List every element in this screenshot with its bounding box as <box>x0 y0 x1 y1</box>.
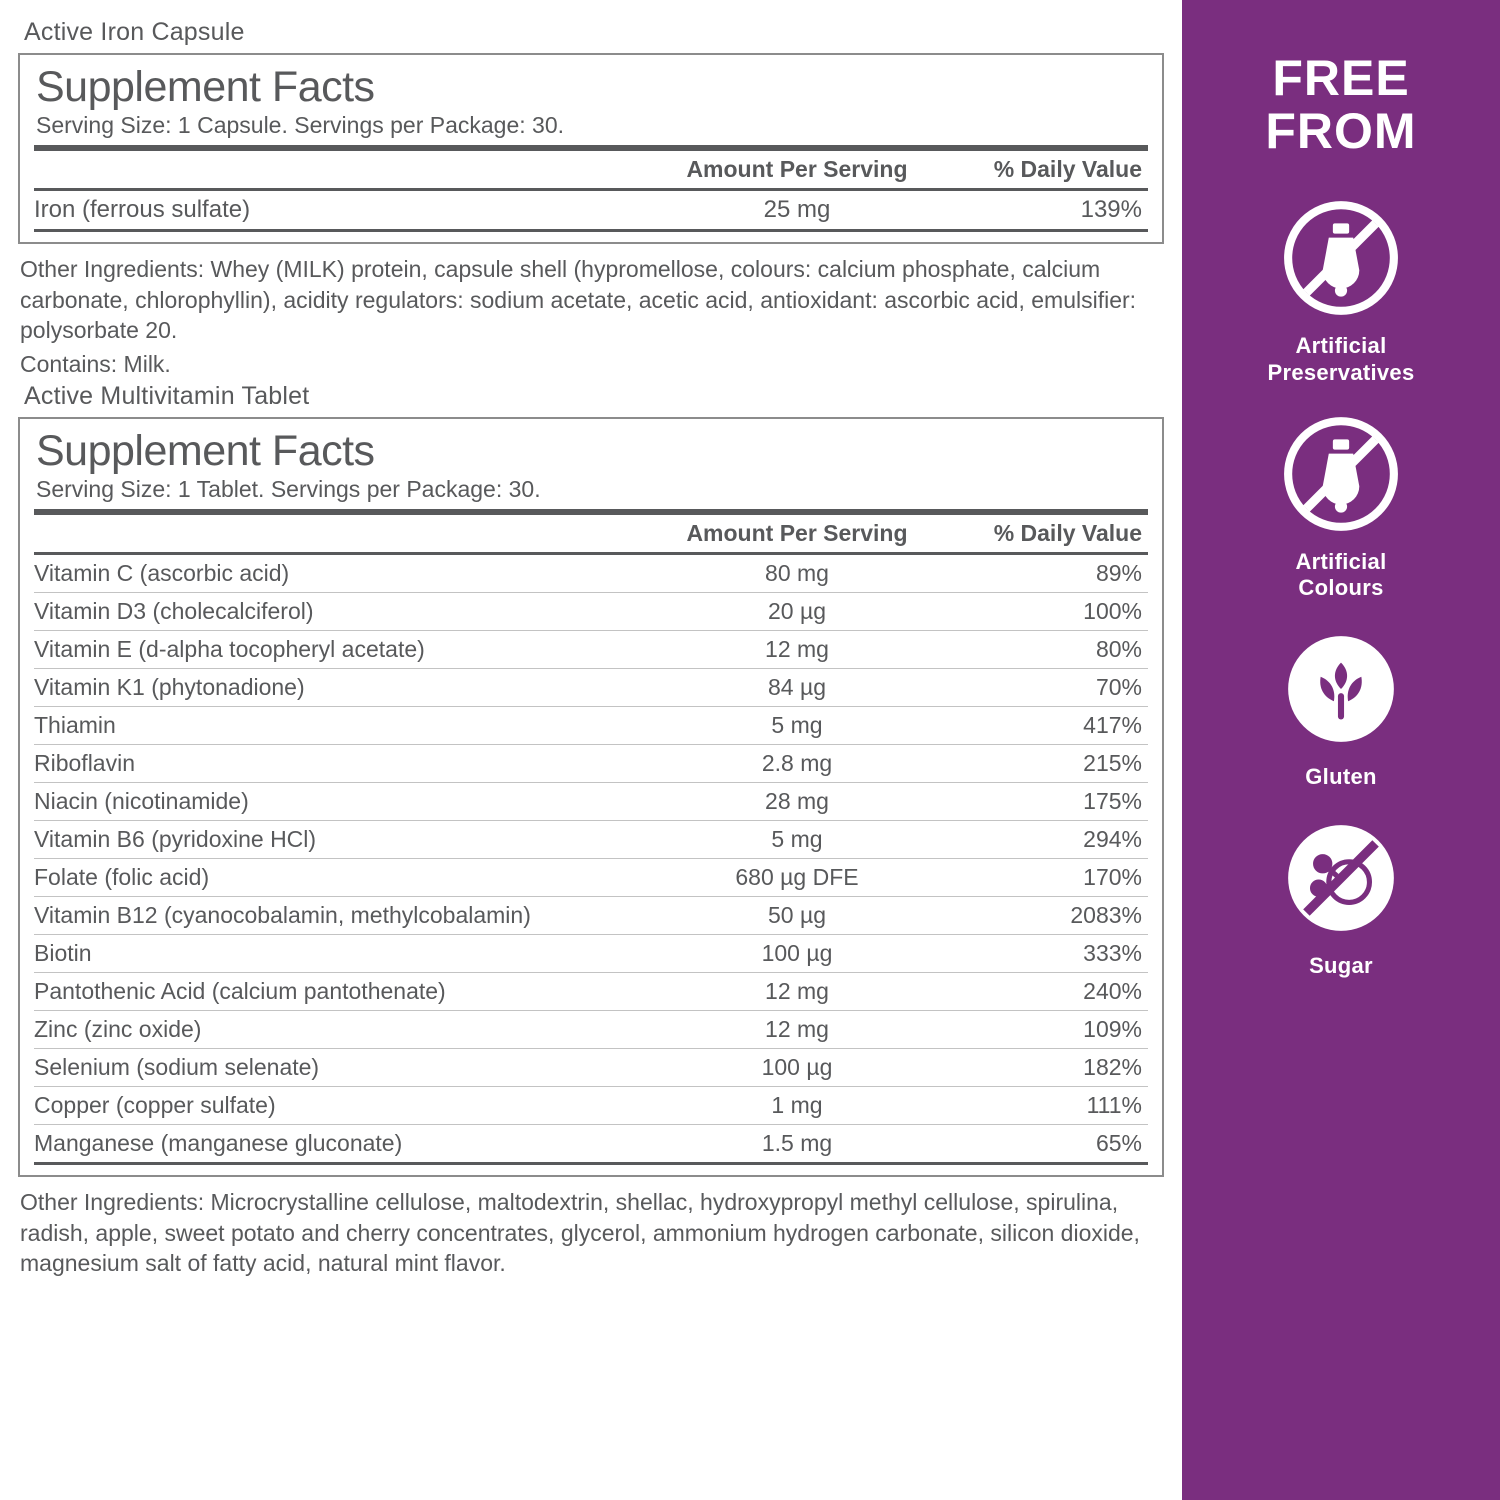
divider-medium-mv-bottom <box>34 1162 1148 1165</box>
badge-label-line1: Artificial <box>1295 333 1387 358</box>
facts-table-iron <box>34 151 1148 188</box>
nutrient-name: Pantothenic Acid (calcium pantothenate) <box>34 973 652 1011</box>
free-from-panel <box>1182 0 1500 1500</box>
badge-artificial-colours <box>1182 413 1500 603</box>
nutrient-name: Iron (ferrous sulfate) <box>34 196 251 224</box>
badge-label-artificial-colours <box>1182 549 1500 603</box>
nutrient-amount: 5 mg <box>652 821 942 859</box>
nutrient-daily-value: 139% <box>1080 196 1142 224</box>
nutrient-daily-value: 100% <box>942 593 1148 631</box>
nutrient-name: Vitamin E (d-alpha tocopheryl acetate) <box>34 631 652 669</box>
table-row <box>34 1011 1148 1049</box>
nutrient-amount: 1 mg <box>652 1087 942 1125</box>
table-row <box>34 1087 1148 1125</box>
column-header-daily-value: % Daily Value <box>993 520 1142 547</box>
badge-label-line1: Sugar <box>1309 953 1373 979</box>
badge-label-line1: Artificial <box>1295 548 1387 574</box>
table-row <box>34 669 1148 707</box>
nutrient-amount: 12 mg <box>652 973 942 1011</box>
serving-size-multivitamin: Serving Size: 1 Tablet. Servings per Package: 30. <box>36 476 541 503</box>
nutrient-name: Zinc (zinc oxide) <box>34 1011 652 1049</box>
nutrient-name: Folate (folic acid) <box>34 859 652 897</box>
nutrient-amount: 2.8 mg <box>652 745 942 783</box>
nutrient-daily-value: 240% <box>942 973 1148 1011</box>
nutrient-daily-value: 89% <box>1095 560 1142 587</box>
nutrient-daily-value: 417% <box>942 707 1148 745</box>
nutrient-amount: 20 µg <box>652 593 942 631</box>
facts-table-multivitamin-body <box>34 555 1148 1162</box>
table-row <box>34 631 1148 669</box>
product-title-iron: Active Iron Capsule <box>24 18 245 46</box>
nutrient-name: Manganese (manganese gluconate) <box>34 1125 652 1163</box>
serving-size-iron: Serving Size: 1 Capsule. Servings per Package: 30. <box>36 112 565 139</box>
nutrient-daily-value: 215% <box>942 745 1148 783</box>
facts-heading-iron: Supplement Facts <box>36 63 375 111</box>
nutrient-name: Riboflavin <box>34 745 652 783</box>
nutrient-amount: 80 mg <box>765 560 829 587</box>
table-row <box>34 973 1148 1011</box>
nutrient-daily-value: 80% <box>942 631 1148 669</box>
table-row <box>34 783 1148 821</box>
table-row <box>34 859 1148 897</box>
badge-gluten <box>1182 628 1500 791</box>
table-row <box>34 1125 1148 1163</box>
nutrient-name: Niacin (nicotinamide) <box>34 783 652 821</box>
no-dropper-bottle-icon <box>1280 413 1402 535</box>
nutrient-daily-value: 175% <box>942 783 1148 821</box>
free-from-title-line2: FROM <box>1265 102 1417 159</box>
nutrient-name: Vitamin B6 (pyridoxine HCl) <box>34 821 652 859</box>
table-row <box>34 821 1148 859</box>
column-header-daily-value: % Daily Value <box>993 156 1142 183</box>
badge-label-line2: Colours <box>1298 575 1384 601</box>
nutrient-daily-value: 182% <box>942 1049 1148 1087</box>
nutrient-amount: 1.5 mg <box>652 1125 942 1163</box>
nutrient-daily-value: 2083% <box>942 897 1148 935</box>
facts-table-multivitamin-header <box>34 515 1148 552</box>
no-sugar-molecule-icon <box>1280 817 1402 939</box>
nutrient-name: Thiamin <box>34 707 652 745</box>
free-from-title <box>1182 0 1500 157</box>
column-header-amount: Amount Per Serving <box>686 156 908 183</box>
column-header-nutrient <box>34 151 652 188</box>
nutrient-daily-value: 333% <box>942 935 1148 973</box>
table-row <box>34 191 1148 229</box>
nutrient-amount: 100 µg <box>652 935 942 973</box>
nutrient-name: Copper (copper sulfate) <box>34 1087 652 1125</box>
nutrient-daily-value: 294% <box>942 821 1148 859</box>
facts-table-header-row <box>34 515 1148 552</box>
product-title-multivitamin: Active Multivitamin Tablet <box>24 382 310 411</box>
no-dropper-bottle-icon <box>1280 197 1402 319</box>
nutrient-name: Vitamin K1 (phytonadione) <box>34 669 652 707</box>
nutrient-name: Vitamin B12 (cyanocobalamin, methylcobalamin) <box>34 897 652 935</box>
badge-label-artificial-preservatives <box>1182 333 1500 387</box>
supplement-facts-box-multivitamin <box>18 417 1164 1177</box>
badge-label-line1: Gluten <box>1305 764 1377 790</box>
badge-label-sugar <box>1182 953 1500 980</box>
contains-allergens-iron: Contains: Milk. <box>20 351 171 378</box>
nutrient-daily-value: 65% <box>942 1125 1148 1163</box>
other-ingredients-iron: Other Ingredients: Whey (MILK) protein, capsule shell (hypromellose, colours: calcium phosphate, calcium carbonate, chlorophyllin), acidity regulators: sodium acetate, acetic acid, antioxidant: ascorbic acid, emulsifier: polysorbate 20. <box>20 256 1137 343</box>
facts-table-header-row <box>34 151 1148 188</box>
badge-label-gluten <box>1182 764 1500 791</box>
badge-label-line2: Preservatives <box>1267 359 1415 385</box>
column-header-nutrient <box>34 515 652 552</box>
nutrient-amount: 100 µg <box>652 1049 942 1087</box>
column-header-amount: Amount Per Serving <box>686 520 908 547</box>
nutrient-amount: 680 µg DFE <box>652 859 942 897</box>
nutrient-name: Vitamin C (ascorbic acid) <box>34 560 290 587</box>
free-from-title-line1: FREE <box>1272 50 1410 106</box>
nutrient-daily-value: 109% <box>942 1011 1148 1049</box>
nutrient-daily-value: 170% <box>942 859 1148 897</box>
table-row <box>34 897 1148 935</box>
table-row <box>34 1049 1148 1087</box>
nutrient-amount: 84 µg <box>652 669 942 707</box>
table-row <box>34 935 1148 973</box>
table-row <box>34 593 1148 631</box>
nutrient-name: Biotin <box>34 935 652 973</box>
badge-sugar <box>1182 817 1500 980</box>
facts-table-iron-body <box>34 191 1148 229</box>
divider-medium-bottom <box>34 229 1148 232</box>
supplement-facts-box-iron <box>18 53 1164 244</box>
nutrient-daily-value: 111% <box>942 1087 1148 1125</box>
table-row <box>34 745 1148 783</box>
other-ingredients-multivitamin: Other Ingredients: Microcrystalline cellulose, maltodextrin, shellac, hydroxypropyl methyl cellulose, spirulina, radish, apple, sweet potato and cherry concentrates, glycerol, ammonium hydrogen carbonate, silicon dioxide, magnesium salt of fatty acid, natural mint flavor. <box>20 1189 1140 1277</box>
nutrient-amount: 12 mg <box>652 1011 942 1049</box>
wheat-leaf-icon <box>1280 628 1402 750</box>
nutrient-amount: 12 mg <box>652 631 942 669</box>
nutrient-amount: 25 mg <box>763 196 831 224</box>
nutrient-amount: 28 mg <box>652 783 942 821</box>
nutrient-daily-value: 70% <box>942 669 1148 707</box>
nutrient-amount: 5 mg <box>652 707 942 745</box>
table-row <box>34 555 1148 593</box>
table-row <box>34 707 1148 745</box>
nutrient-amount: 50 µg <box>652 897 942 935</box>
facts-heading-multivitamin: Supplement Facts <box>36 427 375 476</box>
nutrient-name: Selenium (sodium selenate) <box>34 1049 652 1087</box>
nutrient-name: Vitamin D3 (cholecalciferol) <box>34 593 652 631</box>
badge-artificial-preservatives <box>1182 197 1500 387</box>
